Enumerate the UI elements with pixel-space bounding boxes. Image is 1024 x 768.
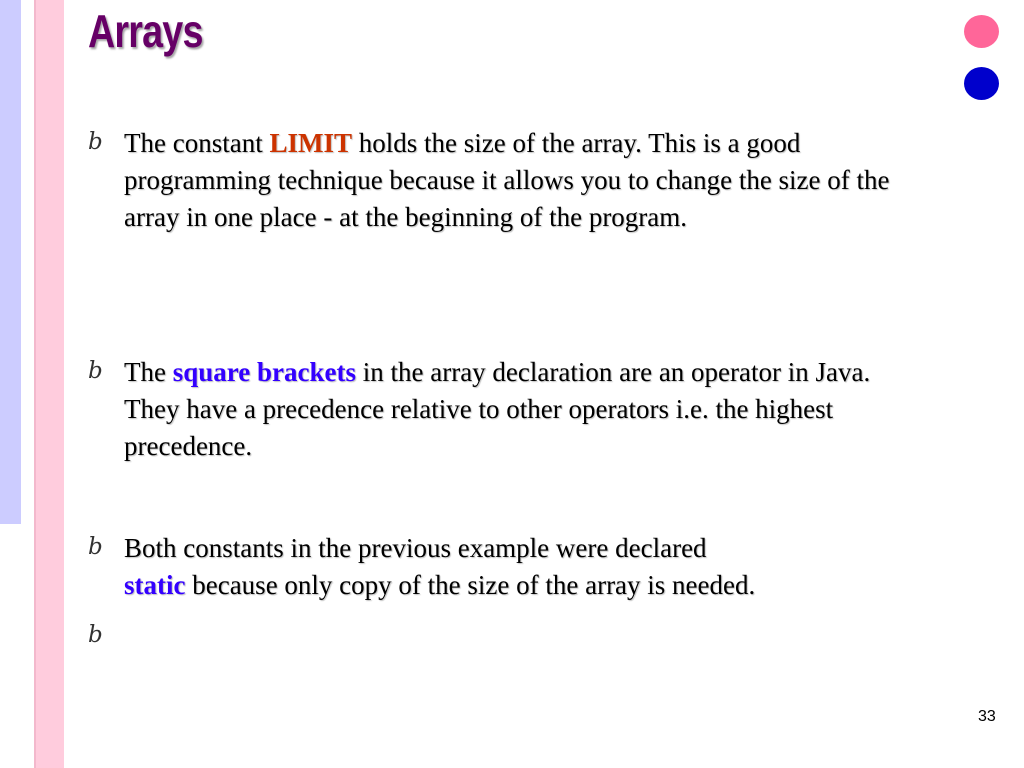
bullet-text-pre: Both constants in the previous example were declared bbox=[124, 533, 707, 563]
blue-dot-decoration bbox=[964, 67, 999, 100]
bullet-item bbox=[124, 354, 924, 465]
slide-title: Arrays bbox=[88, 5, 203, 57]
bullet-highlight-limit: LIMIT bbox=[269, 128, 352, 158]
bullet-item bbox=[124, 125, 924, 236]
bullet-text-pre: The bbox=[124, 357, 173, 387]
bullet-text-pre: The constant bbox=[124, 128, 270, 158]
bullet-highlight-square-brackets: square brackets bbox=[172, 357, 356, 387]
bullet-item bbox=[124, 530, 924, 604]
bullet-text-post: in the array declaration are an operator in Java. They have a precedence relative to other operators i.e. the highest precedence. bbox=[124, 357, 871, 461]
pink-dot-decoration bbox=[964, 15, 999, 48]
bullet-glyph-icon: b bbox=[88, 534, 103, 560]
bullet-glyph-icon: b bbox=[88, 358, 103, 384]
bullet-text-post: holds the size of the array. This is a good programming technique because it allows you to change the size of the array in one place - at the beginning of the program. bbox=[124, 128, 890, 232]
page-number: 33 bbox=[978, 708, 996, 725]
bullet-glyph-icon: b bbox=[88, 622, 103, 648]
left-decor-bar-lavender bbox=[0, 0, 21, 524]
bullet-highlight-static: static bbox=[124, 570, 186, 600]
bullet-glyph-icon: b bbox=[88, 129, 103, 155]
left-decor-bar-pink bbox=[36, 0, 64, 768]
bullet-text-post: because only copy of the size of the array is needed. bbox=[185, 570, 756, 600]
